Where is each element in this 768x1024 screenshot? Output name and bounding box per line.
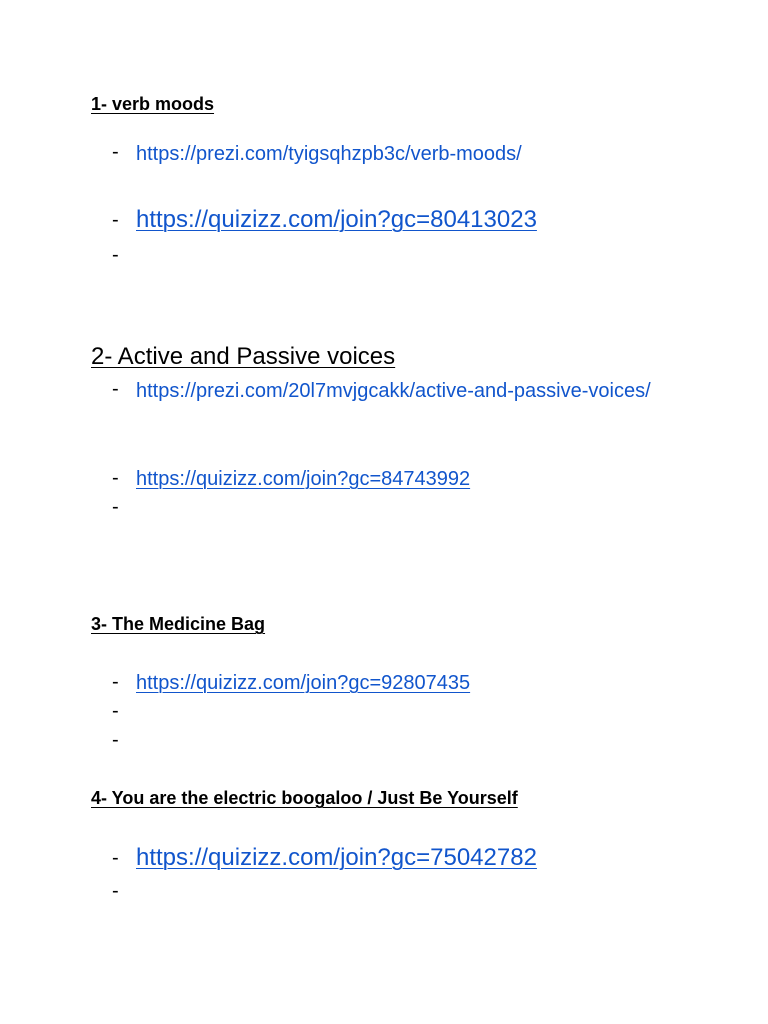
section-heading-medicine-bag: 3- The Medicine Bag: [91, 614, 266, 634]
list-bullet-empty: -: [112, 700, 119, 722]
link-prezi-active-passive[interactable]: https://prezi.com/20l7mvjgcakk/active-and-passive-voices/: [136, 380, 651, 402]
link-quizizz-active-passive[interactable]: https://quizizz.com/join?gc=84743992: [136, 468, 471, 490]
list-bullet: -: [112, 671, 119, 693]
list-bullet: -: [112, 467, 119, 489]
list-bullet: -: [112, 847, 119, 869]
section-heading-electric-boogaloo: 4- You are the electric boogaloo / Just Be Yourself: [91, 788, 518, 808]
link-quizizz-verb-moods[interactable]: https://quizizz.com/join?gc=80413023: [136, 206, 537, 233]
section-heading-active-passive: 2- Active and Passive voices: [91, 343, 396, 370]
link-quizizz-medicine-bag[interactable]: https://quizizz.com/join?gc=92807435: [136, 672, 471, 694]
list-bullet-empty: -: [112, 729, 119, 751]
link-quizizz-electric-boogaloo[interactable]: https://quizizz.com/join?gc=75042782: [136, 844, 537, 871]
list-bullet: -: [112, 378, 119, 400]
list-bullet: -: [112, 209, 119, 231]
list-bullet: -: [112, 141, 119, 163]
section-heading-verb-moods: 1- verb moods: [91, 94, 215, 114]
link-prezi-verb-moods[interactable]: https://prezi.com/tyigsqhzpb3c/verb-moods/: [136, 143, 522, 165]
list-bullet-empty: -: [112, 880, 119, 902]
list-bullet-empty: -: [112, 244, 119, 266]
list-bullet-empty: -: [112, 496, 119, 518]
